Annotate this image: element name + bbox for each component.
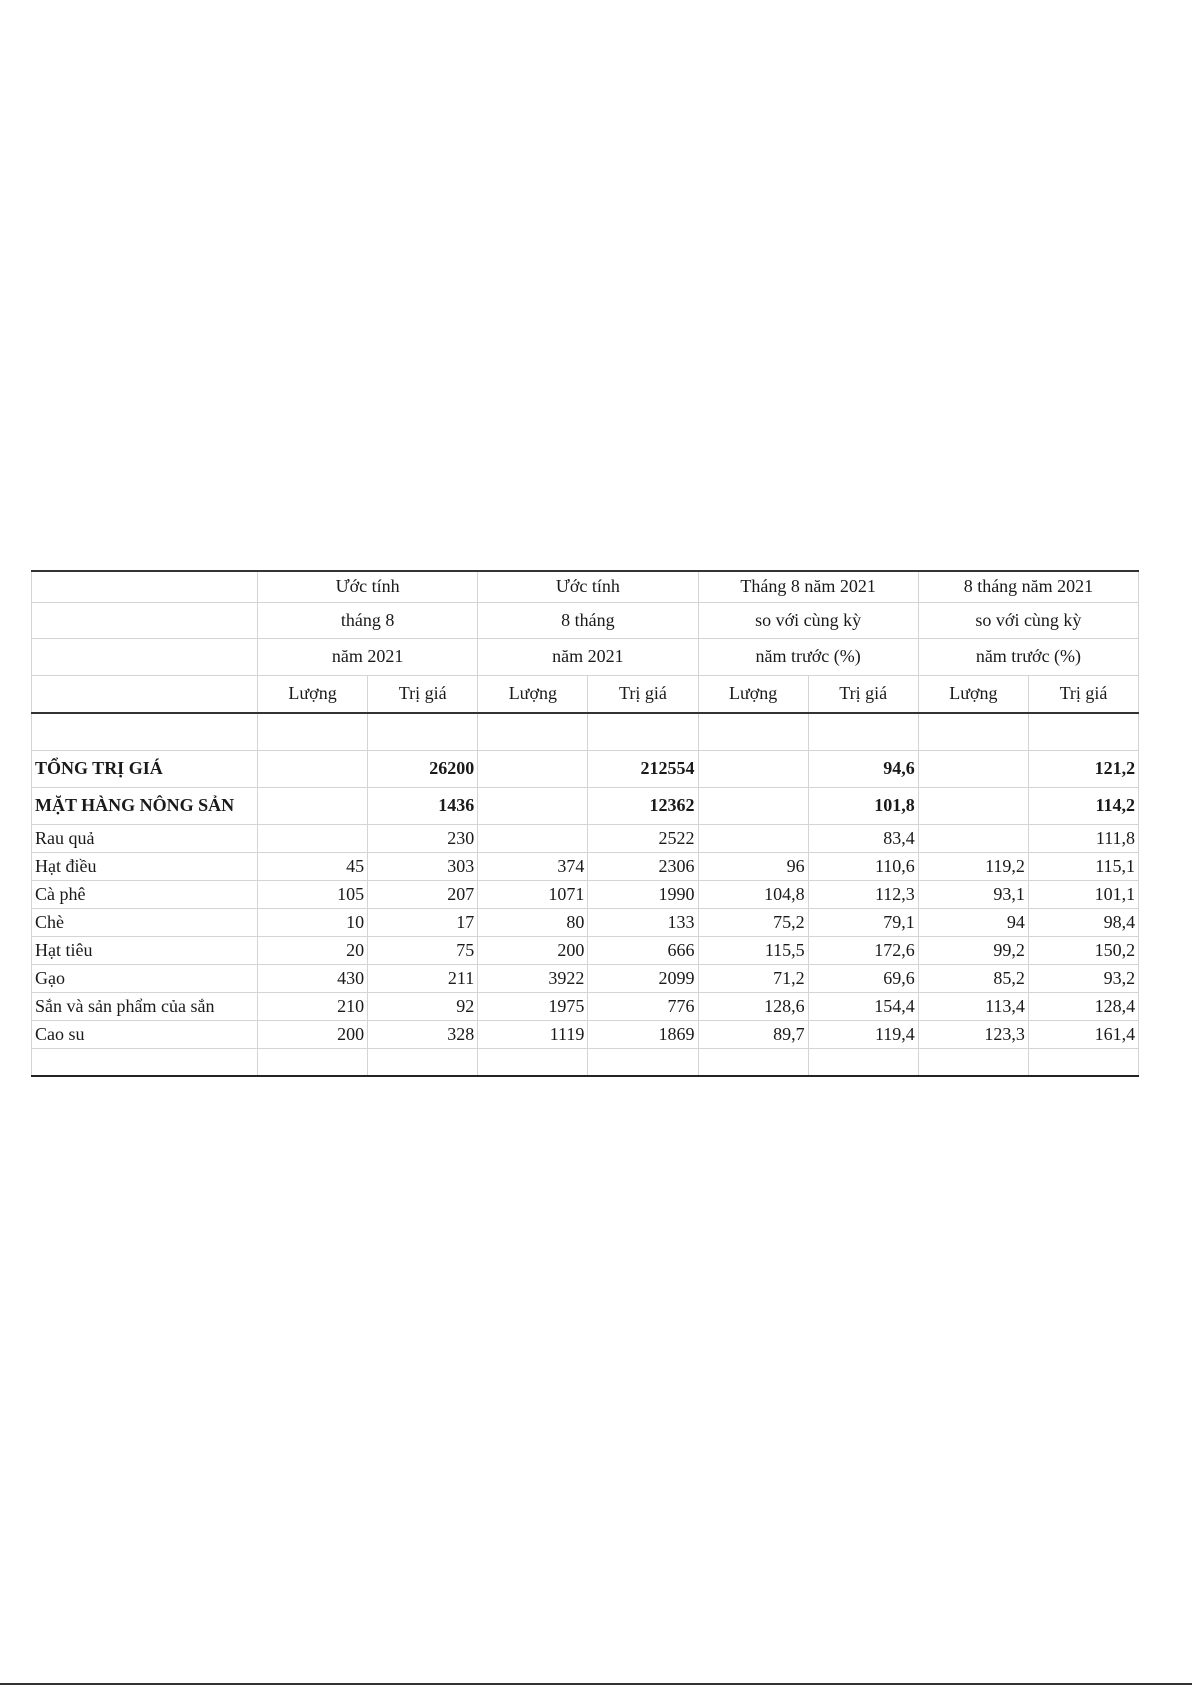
value-cell: 3922 (478, 964, 588, 992)
row-label: MẶT HÀNG NÔNG SẢN (32, 787, 258, 824)
value-cell: 75,2 (698, 908, 808, 936)
value-cell: 303 (368, 852, 478, 880)
value-cell: 2306 (588, 852, 698, 880)
subheader-cell: Lượng (258, 675, 368, 713)
table-row (32, 936, 1139, 964)
value-cell: 80 (478, 908, 588, 936)
value-cell (478, 787, 588, 824)
value-cell: 89,7 (698, 1020, 808, 1048)
table-row (32, 908, 1139, 936)
value-cell: 104,8 (698, 880, 808, 908)
row-label: Cao su (32, 1020, 258, 1048)
table-row (32, 852, 1139, 880)
subheader-cell: Trị giá (368, 675, 478, 713)
value-cell: 75 (368, 936, 478, 964)
table-row (32, 824, 1139, 852)
value-cell: 328 (368, 1020, 478, 1048)
value-cell: 99,2 (918, 936, 1028, 964)
value-cell: 26200 (368, 750, 478, 787)
value-cell: 119,4 (808, 1020, 918, 1048)
value-cell: 112,3 (808, 880, 918, 908)
value-cell: 83,4 (808, 824, 918, 852)
value-cell: 776 (588, 992, 698, 1020)
value-cell: 69,6 (808, 964, 918, 992)
value-cell: 1436 (368, 787, 478, 824)
statistics-table-container (31, 570, 1138, 1077)
subheader-cell: Trị giá (808, 675, 918, 713)
row-label: Sắn và sản phẩm của sắn (32, 992, 258, 1020)
empty-cell (478, 713, 588, 750)
value-cell: 92 (368, 992, 478, 1020)
empty-cell (1028, 713, 1138, 750)
value-cell: 1990 (588, 880, 698, 908)
value-cell (478, 824, 588, 852)
value-cell: 666 (588, 936, 698, 964)
value-cell (918, 787, 1028, 824)
value-cell: 113,4 (918, 992, 1028, 1020)
value-cell: 94 (918, 908, 1028, 936)
empty-cell (258, 1048, 368, 1076)
value-cell: 374 (478, 852, 588, 880)
value-cell: 96 (698, 852, 808, 880)
value-cell: 12362 (588, 787, 698, 824)
header-group-1-line-2: tháng 8 (258, 602, 478, 638)
header-row-1 (32, 571, 1139, 602)
value-cell: 119,2 (918, 852, 1028, 880)
value-cell: 45 (258, 852, 368, 880)
value-cell: 115,1 (1028, 852, 1138, 880)
empty-cell (698, 1048, 808, 1076)
value-cell: 430 (258, 964, 368, 992)
empty-cell (808, 1048, 918, 1076)
value-cell: 133 (588, 908, 698, 936)
table-row (32, 964, 1139, 992)
value-cell: 10 (258, 908, 368, 936)
value-cell: 98,4 (1028, 908, 1138, 936)
value-cell (258, 824, 368, 852)
value-cell: 1119 (478, 1020, 588, 1048)
value-cell (258, 750, 368, 787)
value-cell: 161,4 (1028, 1020, 1138, 1048)
row-label: Cà phê (32, 880, 258, 908)
value-cell (258, 787, 368, 824)
empty-cell (258, 713, 368, 750)
value-cell: 200 (478, 936, 588, 964)
table-row (32, 880, 1139, 908)
value-cell: 154,4 (808, 992, 918, 1020)
value-cell (698, 750, 808, 787)
value-cell: 79,1 (808, 908, 918, 936)
value-cell: 105 (258, 880, 368, 908)
empty-cell (368, 1048, 478, 1076)
table-body (32, 750, 1139, 1048)
subheader-cell: Lượng (918, 675, 1028, 713)
empty-cell (478, 1048, 588, 1076)
agricultural-export-table (31, 570, 1139, 1077)
empty-cell (32, 1048, 258, 1076)
value-cell: 2522 (588, 824, 698, 852)
header-corner-cell (32, 638, 258, 675)
header-corner-cell (32, 675, 258, 713)
value-cell: 20 (258, 936, 368, 964)
value-cell: 1869 (588, 1020, 698, 1048)
value-cell: 128,4 (1028, 992, 1138, 1020)
value-cell: 101,1 (1028, 880, 1138, 908)
table-row (32, 750, 1139, 787)
row-label: Rau quả (32, 824, 258, 852)
header-group-4-line-2: so với cùng kỳ (918, 602, 1138, 638)
value-cell: 71,2 (698, 964, 808, 992)
table-row (32, 992, 1139, 1020)
header-group-3-line-1: Tháng 8 năm 2021 (698, 571, 918, 602)
empty-cell (698, 713, 808, 750)
value-cell: 93,2 (1028, 964, 1138, 992)
empty-cell (368, 713, 478, 750)
value-cell: 200 (258, 1020, 368, 1048)
value-cell: 172,6 (808, 936, 918, 964)
empty-cell (1028, 1048, 1138, 1076)
header-group-2-line-2: 8 tháng (478, 602, 698, 638)
value-cell: 93,1 (918, 880, 1028, 908)
table-row (32, 787, 1139, 824)
value-cell: 1975 (478, 992, 588, 1020)
value-cell: 230 (368, 824, 478, 852)
subheader-row (32, 675, 1139, 713)
value-cell: 111,8 (1028, 824, 1138, 852)
value-cell (478, 750, 588, 787)
subheader-cell: Trị giá (588, 675, 698, 713)
header-group-3-line-3: năm trước (%) (698, 638, 918, 675)
empty-cell (808, 713, 918, 750)
row-label: Chè (32, 908, 258, 936)
header-corner-cell (32, 571, 258, 602)
header-group-2-line-1: Ước tính (478, 571, 698, 602)
value-cell: 1071 (478, 880, 588, 908)
value-cell: 114,2 (1028, 787, 1138, 824)
empty-cell (588, 713, 698, 750)
header-row-3 (32, 638, 1139, 675)
empty-cell (588, 1048, 698, 1076)
row-label: Hạt tiêu (32, 936, 258, 964)
value-cell (698, 824, 808, 852)
header-group-4-line-3: năm trước (%) (918, 638, 1138, 675)
header-row-2 (32, 602, 1139, 638)
value-cell: 150,2 (1028, 936, 1138, 964)
header-group-2-line-3: năm 2021 (478, 638, 698, 675)
value-cell: 121,2 (1028, 750, 1138, 787)
blank-spacer-row (32, 713, 1139, 750)
value-cell: 210 (258, 992, 368, 1020)
value-cell: 101,8 (808, 787, 918, 824)
value-cell: 85,2 (918, 964, 1028, 992)
table-row (32, 1020, 1139, 1048)
value-cell: 207 (368, 880, 478, 908)
value-cell: 2099 (588, 964, 698, 992)
value-cell: 123,3 (918, 1020, 1028, 1048)
subheader-cell: Lượng (478, 675, 588, 713)
empty-cell (32, 713, 258, 750)
closing-empty-row (32, 1048, 1139, 1076)
row-label: Hạt điều (32, 852, 258, 880)
header-group-1-line-1: Ước tính (258, 571, 478, 602)
subheader-cell: Lượng (698, 675, 808, 713)
value-cell: 212554 (588, 750, 698, 787)
header-corner-cell (32, 602, 258, 638)
subheader-cell: Trị giá (1028, 675, 1138, 713)
value-cell: 115,5 (698, 936, 808, 964)
empty-cell (918, 1048, 1028, 1076)
value-cell: 94,6 (808, 750, 918, 787)
header-group-3-line-2: so với cùng kỳ (698, 602, 918, 638)
value-cell: 17 (368, 908, 478, 936)
value-cell: 128,6 (698, 992, 808, 1020)
value-cell: 211 (368, 964, 478, 992)
empty-cell (918, 713, 1028, 750)
value-cell (698, 787, 808, 824)
value-cell (918, 750, 1028, 787)
value-cell (918, 824, 1028, 852)
row-label: Gạo (32, 964, 258, 992)
row-label: TỔNG TRỊ GIÁ (32, 750, 258, 787)
value-cell: 110,6 (808, 852, 918, 880)
header-group-1-line-3: năm 2021 (258, 638, 478, 675)
header-group-4-line-1: 8 tháng năm 2021 (918, 571, 1138, 602)
